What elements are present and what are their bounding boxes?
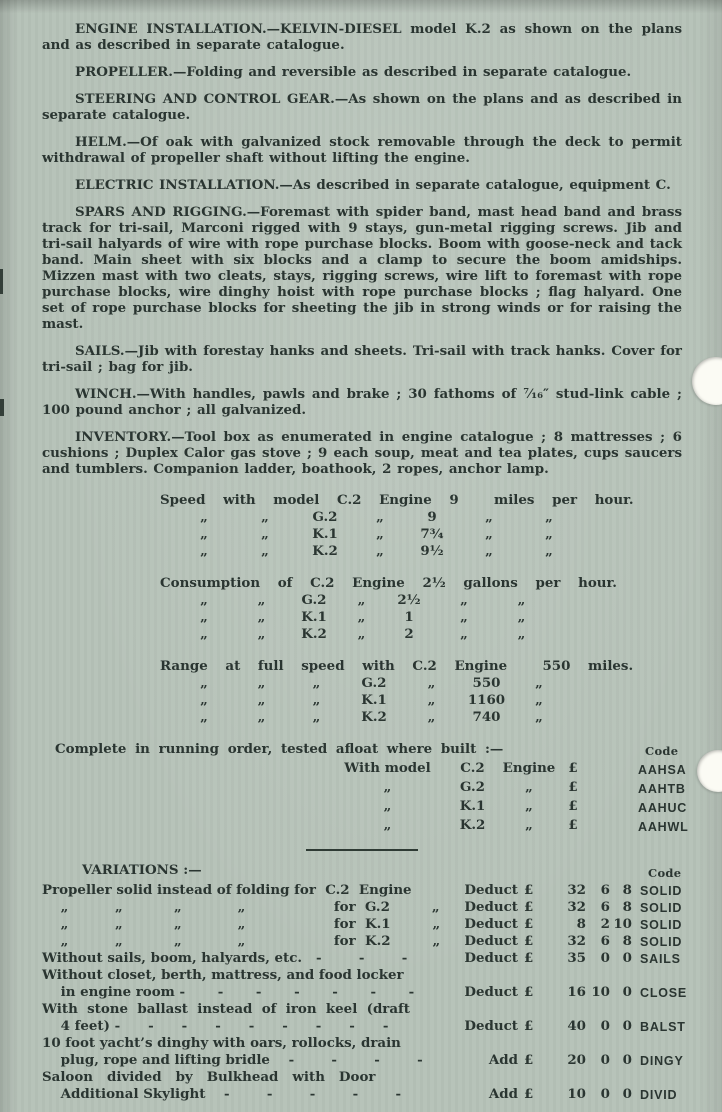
engine-model: K.2 [459, 817, 486, 833]
variation-pounds: 32 [567, 933, 586, 949]
table-cell: „ [357, 609, 366, 625]
ditto-mark: „ [525, 817, 533, 833]
currency-symbol: £ [568, 817, 578, 833]
variation-desc: Without closet, berth, mattress, and food locker [42, 967, 404, 983]
variation-shillings: 0 [600, 1052, 610, 1068]
engine-model: G.2 [460, 779, 485, 795]
variation-code: SOLID [640, 918, 683, 932]
table-cell: „ [427, 675, 436, 691]
variation-action: Deduct [464, 899, 518, 915]
variation-row [42, 933, 682, 950]
table-cell: K.2 [312, 543, 338, 559]
currency-symbol: £ [568, 760, 578, 776]
variation-code: DINGY [640, 1054, 684, 1068]
variation-pounds: 32 [567, 899, 586, 915]
variation-desc: Additional Skylight - - - - - [42, 1086, 402, 1102]
variation-code: SOLID [640, 884, 683, 898]
variation-shillings: 0 [600, 1018, 610, 1034]
variation-action: Deduct [464, 950, 518, 966]
paragraph-heading: HELM. [75, 134, 127, 150]
table-row [174, 675, 682, 692]
paragraph-body: —Folding and reversible as described in separate catalogue. [172, 64, 632, 80]
paragraph-body: —Tool box as enumerated in engine catalogue ; 8 mattresses ; 6 cushions ; Duplex Calor gas stove ; 9 each soup, meat and tea plates, cups saucers and tumblers. Companion ladder, boathook, 2 ropes, anchor lamp. [42, 429, 682, 477]
table-row [174, 526, 682, 543]
currency-symbol: £ [524, 1086, 534, 1102]
hole-punch [697, 750, 722, 792]
variation-row [42, 1001, 686, 1035]
variation-desc: „ „ „ „ for G.2 „ [42, 899, 440, 915]
table-cell: „ [517, 609, 526, 625]
table-row [174, 509, 682, 526]
consumption-table [160, 575, 682, 643]
table-cell: G.2 [312, 509, 338, 525]
price-code: AAHUC [638, 801, 688, 815]
variation-shillings: 0 [600, 950, 610, 966]
pricing-row [330, 816, 689, 835]
paragraph-body: —As shown on the plans and as described in separate catalogue. [42, 91, 682, 123]
variation-desc: „ „ „ „ for K.2 „ [42, 933, 441, 949]
table-cell: 7¾ [420, 526, 444, 542]
paragraph-heading: ENGINE INSTALLATION. [75, 21, 267, 37]
variation-pounds: 32 [567, 882, 586, 898]
paragraph-engine-installation [42, 21, 682, 53]
variation-pence: 8 [622, 882, 632, 898]
speed-table [160, 492, 682, 560]
pricing-section [42, 740, 689, 835]
variation-action: Deduct [464, 1018, 518, 1034]
table-cell: „ [200, 592, 208, 608]
table-cell: „ [535, 709, 543, 725]
table-cell: G.2 [361, 675, 387, 691]
variation-pounds: 8 [576, 916, 586, 932]
table-cell: „ [312, 709, 321, 725]
paragraph-heading: STEERING AND CONTROL GEAR. [75, 91, 335, 107]
variation-code: DIVID [640, 1088, 678, 1102]
variation-action: Deduct [464, 916, 518, 932]
section-divider [306, 849, 418, 851]
pricing-row [330, 778, 686, 797]
table-row [174, 692, 682, 709]
table-row [174, 543, 682, 560]
ditto-mark: „ [383, 817, 392, 833]
table-cell: 9½ [420, 543, 444, 559]
paragraph-body: —Foremast with spider band, mast head band and brass track for tri-sail, Marconi rigged with 9 stays, gun-metal rigging screws. Jib and tri-sail halyards of wire with rope purchase blocks. Boom with goose-neck and tack band. Main sheet with six blocks and a clamp to secure the boom amidships. Mizzen mast with two cleats, stays, rigging screws, wire lift to foremast with rope purchase blocks, wire dinghy hoist with rope purchase blocks ; flag halyard. One set of rope purchase blocks for sheeting the jib in strong winds or for raising the mast. [42, 204, 683, 332]
table-cell: „ [261, 509, 269, 525]
variation-desc: in engine room - - - - - - - [42, 984, 415, 1000]
table-cell: „ [200, 609, 208, 625]
variation-desc: 4 feet) - - - - - - - - - [42, 1018, 389, 1034]
table-cell: „ [261, 543, 269, 559]
table-cell: „ [257, 692, 266, 708]
engine-model: K.1 [459, 798, 486, 814]
table-cell: „ [200, 675, 208, 691]
paragraph-heading: ELECTRIC INSTALLATION. [75, 177, 280, 193]
variation-desc: plug, rope and lifting bridle - - - - [42, 1052, 423, 1068]
paragraph-body: —Of oak with galvanized stock removable through the deck to permit withdrawal of propeller shaft without lifting the engine. [42, 134, 682, 166]
table-cell: „ [535, 675, 543, 691]
currency-symbol: £ [524, 1018, 534, 1034]
currency-symbol: £ [568, 798, 578, 814]
variation-action: Deduct [464, 933, 518, 949]
variation-row [42, 950, 682, 967]
table-row [174, 592, 682, 609]
table-cell: 9 [427, 509, 437, 525]
paragraph-helm [42, 134, 682, 166]
variation-row [42, 967, 688, 1001]
variation-pence: 10 [613, 916, 632, 932]
table-cell: „ [427, 709, 436, 725]
paragraph-steering [42, 91, 682, 123]
table-cell: „ [460, 626, 468, 642]
table-row [174, 609, 682, 626]
range-table-header: Range at full speed with C.2 Engine 550 miles. [160, 658, 634, 674]
variation-desc: Propeller solid instead of folding for C.2 Engine [42, 882, 412, 898]
variation-row [42, 882, 682, 899]
table-cell: „ [200, 526, 208, 542]
paragraph-heading: SPARS AND RIGGING. [75, 204, 247, 220]
variation-pence: 0 [622, 1086, 632, 1102]
table-cell: „ [376, 509, 384, 525]
table-cell: „ [200, 692, 208, 708]
table-cell: „ [312, 692, 321, 708]
paragraph-heading: INVENTORY. [75, 429, 172, 445]
speed-table-header: Speed with model C.2 Engine 9 miles per hour. [160, 492, 634, 508]
variation-desc: Without sails, boom, halyards, etc. - - - [42, 950, 408, 966]
table-cell: „ [427, 692, 436, 708]
paragraph-heading: SAILS. [75, 343, 125, 359]
variation-shillings: 6 [600, 933, 610, 949]
variation-code: SOLID [640, 935, 683, 949]
table-cell: „ [200, 509, 208, 525]
variation-pence: 0 [622, 950, 632, 966]
variation-action: Deduct [464, 882, 518, 898]
table-cell: „ [535, 692, 543, 708]
table-cell: „ [257, 675, 266, 691]
ditto-mark: „ [383, 779, 392, 795]
code-column-label: Code [648, 866, 682, 880]
variation-pounds: 10 [567, 1086, 586, 1102]
engine-model: C.2 [460, 760, 485, 776]
paragraph-body: —Jib with forestay hanks and sheets. Tri-sail with track hanks. Cover for tri-sail ; bag for jib. [42, 343, 682, 375]
currency-symbol: £ [568, 779, 578, 795]
variation-pounds: 40 [567, 1018, 586, 1034]
pricing-intro-text: Complete in running order, tested afloat where built :— [55, 741, 504, 757]
table-row [174, 709, 682, 726]
table-cell: „ [460, 609, 468, 625]
variation-pence: 0 [622, 1052, 632, 1068]
currency-symbol: £ [524, 916, 534, 932]
pricing-label: Engine [502, 760, 556, 776]
scan-edge-mark [0, 269, 3, 294]
currency-symbol: £ [524, 950, 534, 966]
table-cell: „ [485, 543, 493, 559]
table-cell: „ [517, 592, 526, 608]
price-code: AAHSA [638, 763, 687, 777]
table-cell: G.2 [301, 592, 327, 608]
currency-symbol: £ [524, 1052, 534, 1068]
table-cell: K.1 [312, 526, 338, 542]
table-cell: K.1 [301, 609, 327, 625]
variation-code: SAILS [640, 952, 681, 966]
variations-heading-row [82, 862, 682, 879]
table-cell: „ [517, 626, 526, 642]
ditto-mark: „ [525, 779, 533, 795]
table-cell: „ [485, 509, 493, 525]
table-cell: „ [200, 709, 208, 725]
variation-shillings: 10 [591, 984, 610, 1000]
table-cell: 1 [404, 609, 414, 625]
table-cell: „ [545, 526, 553, 542]
variation-action: Add [488, 1086, 518, 1102]
variation-code: CLOSE [640, 986, 688, 1000]
table-cell: 1160 [467, 692, 506, 708]
table-row [174, 626, 682, 643]
paragraph-winch [42, 386, 682, 418]
variation-pence: 0 [622, 1018, 632, 1034]
table-cell: „ [545, 543, 553, 559]
variation-row [42, 916, 682, 933]
range-table [160, 658, 682, 726]
table-cell: 2½ [397, 592, 421, 608]
variation-pence: 0 [622, 984, 632, 1000]
variation-shillings: 2 [600, 916, 610, 932]
variation-action: Add [488, 1052, 518, 1068]
scan-edge-mark [0, 399, 4, 416]
paragraph-body: —As described in separate catalogue, equipment C. [279, 177, 671, 193]
hole-punch [692, 357, 722, 405]
consumption-table-header: Consumption of C.2 Engine 2½ gallons per hour. [160, 575, 617, 591]
variation-shillings: 0 [600, 1086, 610, 1102]
table-cell: „ [357, 626, 366, 642]
price-code: AAHTB [638, 782, 686, 796]
table-cell: 740 [472, 709, 501, 725]
paragraph-heading: PROPELLER. [75, 64, 173, 80]
variation-row [42, 1035, 682, 1069]
table-cell: „ [257, 709, 266, 725]
paragraph-inventory [42, 429, 682, 477]
variation-pounds: 35 [567, 950, 586, 966]
variation-code: BALST [640, 1020, 686, 1034]
variation-desc: With stone ballast instead of iron keel (draft [42, 1001, 410, 1017]
variation-desc: Saloon divided by Bulkhead with Door [42, 1069, 376, 1085]
currency-symbol: £ [524, 882, 534, 898]
table-cell: 550 [472, 675, 501, 691]
variation-pounds: 16 [567, 984, 586, 1000]
table-cell: „ [460, 592, 468, 608]
currency-symbol: £ [524, 933, 534, 949]
price-code: AAHWL [638, 820, 689, 834]
ditto-mark: „ [383, 798, 392, 814]
paragraph-sails [42, 343, 682, 375]
paragraph-propeller [42, 64, 682, 80]
table-cell: K.2 [361, 709, 387, 725]
table-cell: K.1 [361, 692, 387, 708]
variation-row [42, 1069, 682, 1103]
table-cell: „ [261, 526, 269, 542]
variation-code: SOLID [640, 901, 683, 915]
table-cell: „ [485, 526, 493, 542]
paragraph-spars-rigging [42, 204, 682, 332]
pricing-label: With model [344, 760, 431, 776]
variation-desc: 10 foot yacht’s dinghy with oars, rollocks, drain [42, 1035, 401, 1051]
variation-action: Deduct [464, 984, 518, 1000]
variation-pence: 8 [622, 899, 632, 915]
paragraph-electric [42, 177, 682, 193]
table-cell: „ [357, 592, 366, 608]
paragraph-body: —With handles, pawls and brake ; 30 fathoms of ⁷⁄₁₆″ stud-link cable ; 100 pound anchor ; all galvanized. [42, 386, 682, 418]
table-cell: „ [545, 509, 553, 525]
table-cell: 2 [404, 626, 414, 642]
code-column-label: Code [645, 744, 679, 758]
table-cell: „ [200, 626, 208, 642]
variation-shillings: 6 [600, 899, 610, 915]
pricing-row [330, 797, 688, 816]
variation-shillings: 6 [600, 882, 610, 898]
variation-desc: „ „ „ „ for K.1 „ [42, 916, 441, 932]
currency-symbol: £ [524, 899, 534, 915]
variation-pence: 8 [622, 933, 632, 949]
table-cell: K.2 [301, 626, 327, 642]
paragraph-heading: WINCH. [75, 386, 137, 402]
currency-symbol: £ [524, 984, 534, 1000]
variation-row [42, 899, 682, 916]
variations-heading: VARIATIONS :— [82, 862, 202, 878]
table-cell: „ [376, 526, 384, 542]
variation-pounds: 20 [567, 1052, 586, 1068]
pricing-row [330, 759, 687, 778]
table-cell: „ [200, 543, 208, 559]
table-cell: „ [257, 609, 266, 625]
pricing-intro [42, 740, 682, 759]
table-cell: „ [257, 592, 266, 608]
table-cell: „ [376, 543, 384, 559]
table-cell: „ [257, 626, 266, 642]
paragraph-body: —KELVIN-DIESEL model K.2 as shown on the plans and as described in separate catalogue. [42, 21, 682, 53]
ditto-mark: „ [525, 798, 533, 814]
table-cell: „ [312, 675, 321, 691]
